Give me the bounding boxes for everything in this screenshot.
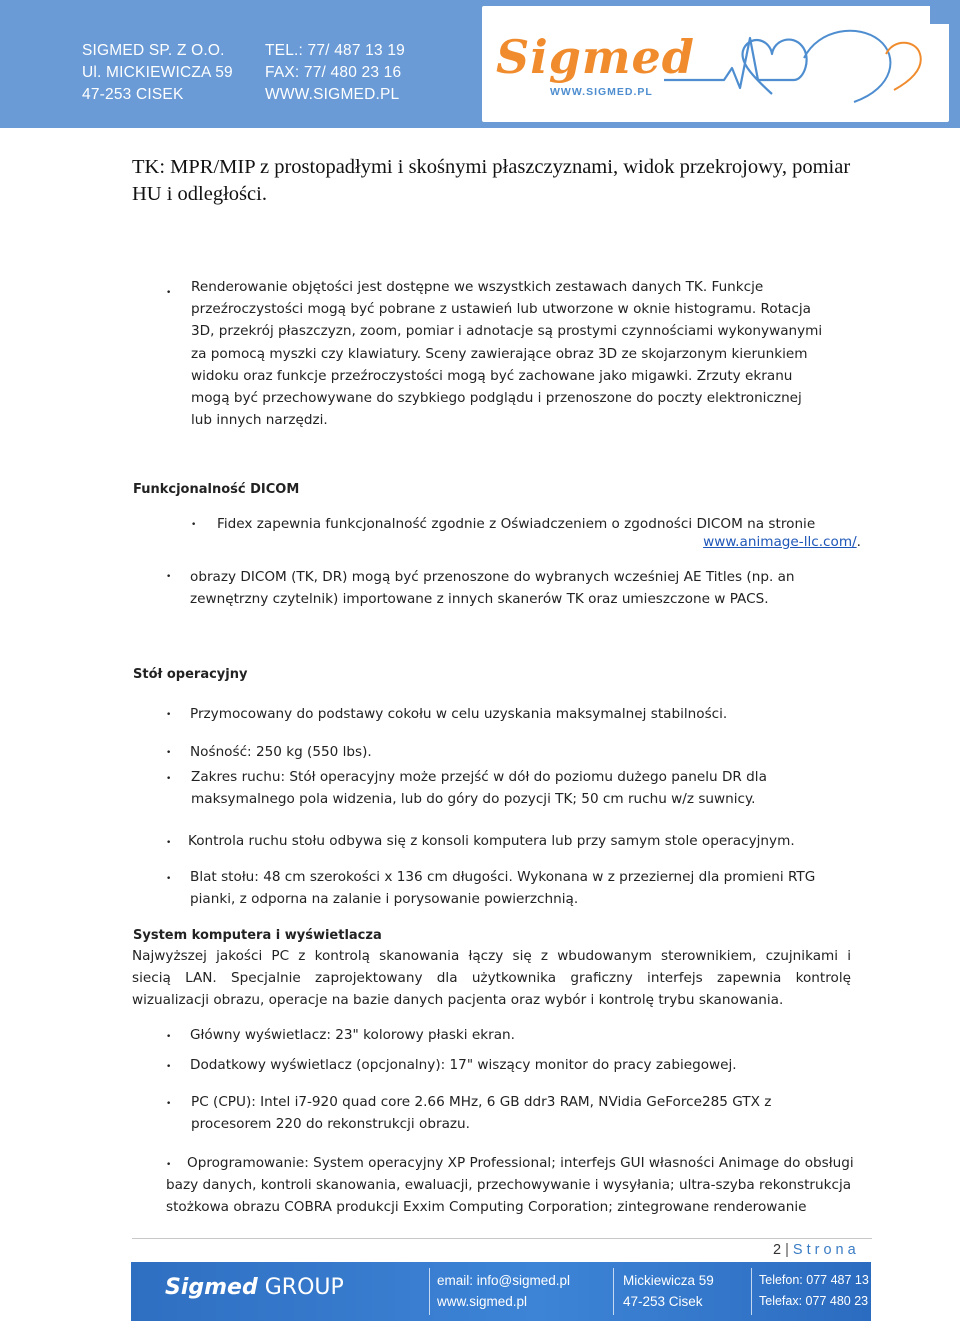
text-line: obrazy DICOM (TK, DR) mogą być przenoszone do wybranych wcześniej AE Titles (np. an xyxy=(190,569,795,585)
sigmed-logo xyxy=(482,6,949,122)
computer-bullet-3 xyxy=(191,1091,871,1135)
text-line: bazy danych, kontroli skanowania, ewaluacji, przechowywanie i wysyłania; ultra-szyba rekonstrukcja xyxy=(166,1177,852,1194)
company-city: 47-253 CISEK xyxy=(82,86,184,103)
computer-bullet-1: Główny wyświetlacz: 23" kolorowy płaski ekran. xyxy=(190,1027,515,1043)
corner-tab xyxy=(930,6,952,24)
footer-contact-bar xyxy=(131,1262,887,1321)
footer-phone: Telefon: 077 487 13 19 xyxy=(759,1273,887,1287)
animage-link[interactable]: www.animage-llc.com/ xyxy=(703,534,857,550)
logo-url: WWW.SIGMED.PL xyxy=(550,86,653,98)
footer-separator xyxy=(613,1268,614,1315)
page-number-value: 2 xyxy=(773,1242,782,1258)
heart-arc xyxy=(804,31,890,102)
text-line: Najwyższej jakości PC z kontrolą skanowania łączy się z wbudowanym sterownikiem, czujnikami i xyxy=(132,948,851,964)
text-line: siecią LAN. Specjalnie zaprojektowany dla użytkownika graficzny interfejs zapewnia kontrolę xyxy=(132,970,851,987)
footer-brand-group: GROUP xyxy=(264,1275,344,1300)
text-line: Blat stołu: 48 cm szerokości x 136 cm długości. Wykonana w z przeziernej dla promieni RTG xyxy=(190,869,816,885)
text-line xyxy=(217,533,867,551)
dicom-bullet-2 xyxy=(190,566,870,610)
bullet-dot: • xyxy=(166,838,172,848)
bullet-dot: • xyxy=(166,1160,172,1170)
company-address-block xyxy=(82,40,233,106)
text-line: Fidex zapewnia funkcjonalność zgodnie z Oświadczeniem o zgodności DICOM na stronie xyxy=(217,516,816,532)
footer-phone-block xyxy=(759,1270,886,1312)
footer-fax: Telefax: 077 480 23 16 xyxy=(759,1294,886,1308)
bullet-dot: • xyxy=(166,1032,172,1042)
computer-bullet-2: Dodatkowy wyświetlacz (opcjonalny): 17" wiszący monitor do pracy zabiegowej. xyxy=(190,1057,737,1073)
text-line: lub innych narzędzi. xyxy=(191,412,328,429)
heart-ecg-logo-graphic xyxy=(654,18,934,108)
page-title: TK: MPR/MIP z prostopadłymi i skośnymi płaszczyznami, widok przekrojowy, pomiar HU i odległości. xyxy=(132,156,851,205)
footer-website: www.sigmed.pl xyxy=(437,1294,528,1309)
footer-divider xyxy=(132,1238,872,1239)
company-contact-block xyxy=(265,40,405,106)
period: . xyxy=(856,534,861,550)
text-line: Renderowanie objętości jest dostępne we wszystkich zestawach danych TK. Funkcje xyxy=(191,279,764,295)
text-line: zewnętrzny czytelnik) importowane z innych skanerów TK oraz umieszczone w PACS. xyxy=(190,591,769,608)
text-line: PC (CPU): Intel i7-920 quad core 2.66 MHz, 6 GB ddr3 RAM, NVidia GeForce285 GTX z xyxy=(191,1094,772,1110)
section-heading-dicom: Funkcjonalność DICOM xyxy=(133,482,300,497)
table-bullet-4: Kontrola ruchu stołu odbywa się z konsoli komputera lub przy samym stole operacyjnym. xyxy=(188,833,795,849)
bullet-dot: • xyxy=(166,710,172,720)
text-line: Oprogramowanie: System operacyjny XP Professional; interfejs GUI własności Animage do obsługi xyxy=(187,1155,854,1171)
bullet-dot: • xyxy=(166,1099,172,1109)
page-number xyxy=(773,1242,860,1258)
table-bullet-1: Przymocowany do podstawy cokołu w celu uzyskania maksymalnej stabilności. xyxy=(190,706,728,722)
footer-brand xyxy=(165,1275,344,1300)
page-number-separator: | xyxy=(785,1242,789,1258)
company-phone: TEL.: 77/ 487 13 19 xyxy=(265,42,405,59)
bullet-dot: • xyxy=(166,748,172,758)
text-line: widoku oraz funkcje przeźroczystości mogą być zachowane jako migawki. Zrzuty ekranu xyxy=(191,367,793,384)
table-bullet-5 xyxy=(190,866,880,910)
logo-wordmark: Sigmed xyxy=(496,30,695,84)
text-line: przeźroczystości mogą być pobrane z ustawień lub utworzone w oknie histogramu. Rotacja xyxy=(191,301,811,318)
footer-separator xyxy=(429,1268,430,1315)
section-heading-table: Stół operacyjny xyxy=(133,667,248,682)
footer-street: Mickiewicza 59 xyxy=(623,1273,714,1288)
computer-bullet-4 xyxy=(166,1152,878,1219)
company-name: SIGMED SP. Z O.O. xyxy=(82,42,225,59)
footer-email-block xyxy=(437,1270,570,1312)
bullet-dot: • xyxy=(166,1062,172,1072)
text-line: mogą być przechowywane do szybkiego podglądu i przenoszone do poczty elektronicznej xyxy=(191,390,802,407)
footer-email: email: info@sigmed.pl xyxy=(437,1273,571,1288)
bullet-dot: • xyxy=(166,874,172,884)
bullet-dot: • xyxy=(166,572,172,582)
text-line: maksymalnego pola widzenia, lub do góry do pozycji TK; 50 cm ruchu w/z suwnicy. xyxy=(191,791,756,808)
computer-paragraph xyxy=(132,945,851,1012)
footer-city: 47-253 Cisek xyxy=(623,1294,703,1309)
page-number-label: Strona xyxy=(792,1242,860,1258)
company-website: WWW.SIGMED.PL xyxy=(265,86,400,103)
text-line: za pomocą myszki czy klawiatury. Sceny zawierające obraz 3D ze skojarzonym kierunkiem xyxy=(191,345,808,362)
section-heading-computer: System komputera i wyświetlacza xyxy=(133,928,382,943)
footer-brand-sigmed: Sigmed xyxy=(165,1275,258,1300)
footer-separator xyxy=(751,1268,752,1315)
table-bullet-2: Nośność: 250 kg (550 lbs). xyxy=(190,744,372,760)
intro-bullet-text xyxy=(191,276,871,431)
company-fax: FAX: 77/ 480 23 16 xyxy=(265,64,402,81)
text-line: 3D, przekrój płaszczyzn, zoom, pomiar i adnotacje są prostymi czynnościami wykonywanymi xyxy=(191,323,823,340)
text-line: pianki, z odporna na zalanie i porysowanie powierzchnią. xyxy=(190,891,579,908)
company-street: Ul. MICKIEWICZA 59 xyxy=(82,64,233,81)
footer-address-block xyxy=(623,1270,714,1312)
text-line: stożkowa obrazu COBRA produkcji Exxim Computing Corporation; zintegrowane renderowanie xyxy=(166,1199,807,1216)
bullet-dot: • xyxy=(166,288,172,298)
text-line: Zakres ruchu: Stół operacyjny może przejść w dół do poziomu dużego panelu DR dla xyxy=(191,769,767,785)
text-line: wizualizacji obrazu, operacje na bazie danych pacjenta oraz wybór i kontrolę trybu skanowania. xyxy=(132,992,784,1009)
bullet-dot: • xyxy=(191,520,197,530)
letterhead-header xyxy=(0,0,960,128)
text-line: procesorem 220 do rekonstrukcji obrazu. xyxy=(191,1116,470,1133)
table-bullet-3 xyxy=(191,766,871,810)
bullet-dot: • xyxy=(166,774,172,784)
dicom-bullet-1 xyxy=(217,515,867,551)
